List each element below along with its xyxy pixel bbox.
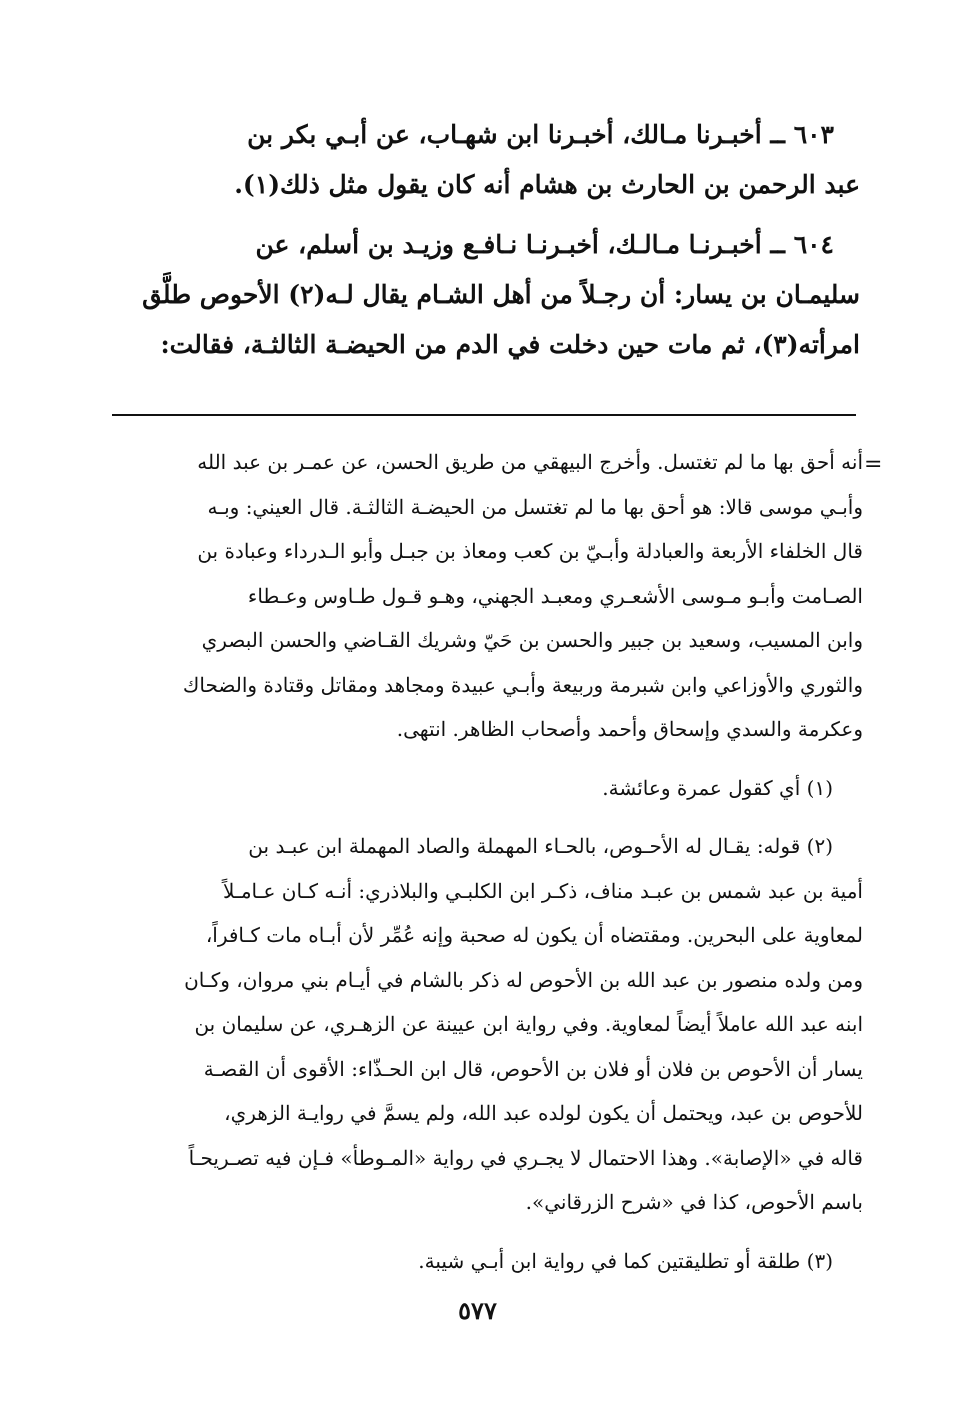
footnote-2-line: يسار أن الأحوص بن فلان أو فلان بن الأحوص، قال ابن الحـذّاء: الأقوى أن القصـة <box>203 1056 863 1081</box>
footnote-continuation-line: وابن المسيب، وسعيد بن جبير والحسن بن حَيّ وشريك القـاضي والحسن البصري <box>201 628 863 652</box>
footnote-continuation-line: قال الخلفاء الأربعة والعبادلة وأبـيّ بن كعب ومعاذ بن جبـل وأبو الـدرداء وعبادة بن <box>197 539 863 563</box>
page-number: ٥٧٧ <box>458 1296 497 1325</box>
footnote-separator <box>112 414 856 416</box>
main-text <box>108 110 860 370</box>
footnote-2-line: باسم الأحوص، كذا في «شرح الزرقاني». <box>525 1190 863 1214</box>
footnote-2-line: للأحوص بن عبد، ويحتمل أن يكون لولده عبد الله، ولم يسمَّ في روايـة الزهري، <box>224 1101 863 1125</box>
footnote-2-line: قاله في «الإصابة». وهذا الاحتمال لا يجـري في رواية «المـوطأ» فـإن فيه تصـريحـاً <box>188 1145 863 1170</box>
footnote-2-line: ومن ولده منصور بن عبد الله بن الأحوص له ذكر بالشام في أيـام بني مروان، وكـان <box>184 967 863 992</box>
footnote-3: (٣) طلقة أو تطليقتين كما في رواية ابن أبـي شيبة. <box>418 1248 833 1273</box>
footnote-continuation-line: والثوري والأوزاعي وابن شبرمة وربيعة وأبـي عبيدة ومجاهد ومقاتل وقتادة والضحاك <box>182 672 863 697</box>
hadith-603-line-2: عبد الرحمن بن الحارث بن هشام أنه كان يقول مثل ذلك(١). <box>234 170 860 199</box>
footnote-1: (١) أي كقول عمرة وعائشة. <box>602 775 833 800</box>
footnote-2-line: (٢) قوله: يقـال له الأحـوص، بالحـاء المهملة والصاد المهملة ابن عبـد بن <box>248 834 833 858</box>
footnote-continuation-line: الصـامت وأبـو مـوسى الأشعـري ومعبـد الجهني، وهـو قـول طـاوس وعـطاء <box>247 583 863 608</box>
footnote-continuation-line: أنه أحق بها ما لم تغتسل. وأخرج البيهقي من طريق الحسن، عن عمـر بن عبد الله <box>197 450 863 474</box>
hadith-604-line-3: امرأته(٣)، ثم مات حين دخلت في الدم من الحيضـة الثالثـة، فقالت: <box>160 330 860 359</box>
footnotes <box>108 440 863 1283</box>
continuation-mark: = <box>864 452 883 477</box>
footnote-continuation-line: وأبـي موسى قالا: هو أحق بها ما لم تغتسل من الحيضـة الثالثـة. قال العيني: وبـه <box>207 494 863 519</box>
hadith-604-line-1: ٦٠٤ ــ أخبـرنـا مـالـك، أخبـرنـا نـافـع وزيـد بن أسلم، عن <box>255 230 834 259</box>
hadith-604-line-2: سليمـان بن يسار: أن رجـلاً من أهل الشـام يقال لـه(٢) الأحوص طلَّق <box>142 280 860 309</box>
hadith-603-line-1: ٦٠٣ ــ أخبـرنا مـالك، أخبـرنا ابن شهـاب، عن أبـي بكر بن <box>247 120 834 149</box>
footnote-2-line: لمعاوية على البحرين. ومقتضاه أن يكون له صحبة وإنه عُمِّر لأن أبـاه مات كـافراً، <box>205 923 863 947</box>
footnote-2-line: ابنه عبد الله عاملاً أيضاً لمعاوية. وفي رواية ابن عيينة عن الزهـري، عن سليمان بن <box>194 1012 863 1036</box>
footnote-2-line: أمية بن عبد شمس بن عبـد مناف، ذكـر ابن الكلبـي والبلاذري: أنـه كـان عـامـلاً <box>223 878 863 903</box>
footnote-continuation-line: وعكرمة والسدي وإسحاق وأحمد وأصحاب الظاهر. انتهى. <box>396 717 863 741</box>
